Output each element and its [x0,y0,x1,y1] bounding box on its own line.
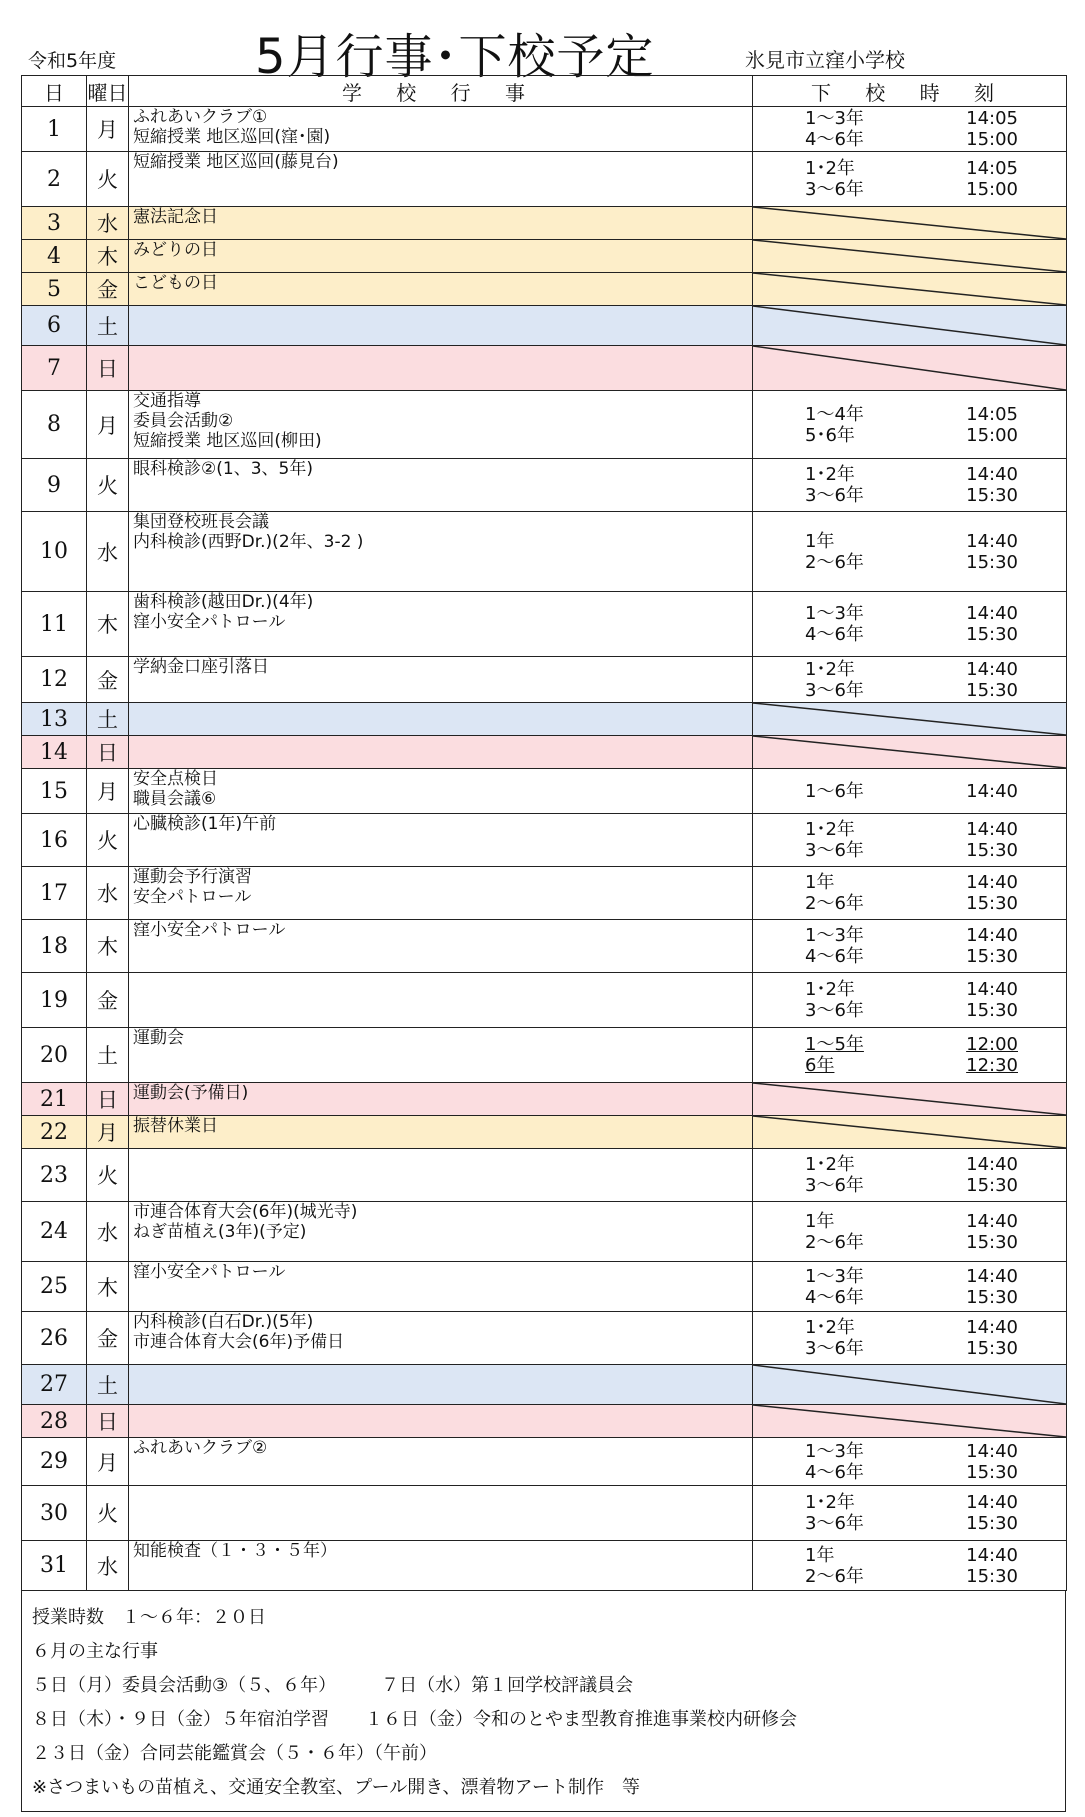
dismissal-time: 15:30 [966,1175,1018,1196]
day-number: 2 [22,152,87,207]
day-number: 1 [22,107,87,152]
dismissal-line [753,1175,1066,1196]
dismissal-line [753,1338,1066,1359]
grade-range: 3～6年 [805,1513,864,1534]
schedule-row [22,814,1067,867]
weekday: 月 [87,1438,129,1486]
day-number: 19 [22,973,87,1028]
schedule-row [22,1405,1067,1438]
dismissal-line [753,872,1066,893]
no-dismissal-slash [753,703,1067,736]
day-number: 31 [22,1541,87,1591]
day-number: 18 [22,920,87,973]
schedule-row [22,306,1067,346]
grade-range: 1･2年 [805,979,855,1000]
dismissal-cell [753,459,1067,512]
weekday: 火 [87,1486,129,1541]
diagonal-line-icon [753,306,1066,345]
footer-june-line-1: ５日（月）委員会活動③（５、６年） ７日（水）第１回学校評議員会 [32,1675,634,1696]
weekday: 月 [87,107,129,152]
header-dismissal: 下 校 時 刻 [753,76,1067,107]
header-day: 日 [22,76,87,107]
grade-range: 1年 [805,872,835,893]
grade-range: 1～5年 [805,1034,864,1055]
schedule-row [22,207,1067,240]
dismissal-cell [753,769,1067,814]
dismissal-time: 14:40 [966,1154,1018,1175]
dismissal-time: 14:40 [966,1440,1018,1462]
grade-range: 4～6年 [805,946,864,967]
diagonal-line-icon [753,273,1066,305]
day-number: 20 [22,1028,87,1083]
grade-range: 2～6年 [805,1231,864,1253]
diagonal-line-icon [753,1365,1066,1404]
event-cell [129,1149,753,1202]
event-cell: 憲法記念日 [129,207,753,240]
event-cell: 窪小安全パトロール [129,920,753,973]
weekday: 水 [87,867,129,920]
grade-range: 1･2年 [805,1492,855,1513]
dismissal-cell [753,657,1067,703]
weekday: 金 [87,273,129,306]
dismissal-line [753,925,1066,946]
grade-range: 1･2年 [805,158,855,179]
schedule-row [22,1083,1067,1116]
event-cell: 市連合体育大会(6年)(城光寺) ねぎ苗植え(3年)(予定) [129,1202,753,1262]
dismissal-time: 15:30 [966,893,1018,914]
dismissal-line [753,1232,1066,1253]
footer-june-line-3: ２３日（金）合同芸能鑑賞会（５・６年）（午前） [32,1743,437,1764]
day-number: 27 [22,1365,87,1405]
grade-range: 3～6年 [805,1338,864,1359]
day-number: 8 [22,391,87,459]
dismissal-cell [753,1438,1067,1486]
schedule-row [22,240,1067,273]
day-number: 17 [22,867,87,920]
event-cell: 心臓検診(1年)午前 [129,814,753,867]
dismissal-line [753,624,1066,645]
weekday: 土 [87,1365,129,1405]
grade-range: 1年 [805,1544,835,1566]
weekday: 日 [87,346,129,391]
event-cell [129,703,753,736]
day-number: 12 [22,657,87,703]
no-dismissal-slash [753,1116,1067,1149]
diagonal-line-icon [753,1083,1066,1115]
event-cell: 安全点検日 職員会議⑥ [129,769,753,814]
day-number: 28 [22,1405,87,1438]
dismissal-line [753,1441,1066,1462]
day-number: 24 [22,1202,87,1262]
day-number: 11 [22,592,87,657]
event-cell: 振替休業日 [129,1116,753,1149]
schedule-row [22,1149,1067,1202]
day-number: 21 [22,1083,87,1116]
grade-range: 1～6年 [805,780,864,802]
grade-range: 1･2年 [805,464,855,485]
dismissal-time: 14:40 [966,464,1018,485]
grade-range: 3～6年 [805,485,864,506]
dismissal-line [753,659,1066,680]
grade-range: 1年 [805,1210,835,1232]
dismissal-time: 15:30 [966,485,1018,506]
dismissal-cell [753,391,1067,459]
dismissal-line [753,680,1066,701]
event-cell [129,346,753,391]
event-cell: 運動会(予備日) [129,1083,753,1116]
grade-range: 3～6年 [805,1000,864,1021]
dismissal-cell [753,592,1067,657]
dismissal-cell [753,814,1067,867]
no-dismissal-slash [753,306,1067,346]
schedule-row [22,769,1067,814]
school-name: 氷見市立窪小学校 [745,48,905,72]
weekday: 月 [87,391,129,459]
no-dismissal-slash [753,1365,1067,1405]
weekday: 金 [87,973,129,1028]
schedule-row [22,973,1067,1028]
no-dismissal-slash [753,1405,1067,1438]
dismissal-time: 14:05 [966,108,1018,129]
footer-notes [21,1591,1066,1812]
dismissal-cell [753,1312,1067,1365]
weekday: 月 [87,769,129,814]
diagonal-line-icon [753,207,1066,239]
event-cell [129,1405,753,1438]
dismissal-time: 14:05 [966,158,1018,179]
event-cell: 眼科検診②(1、3、5年) [129,459,753,512]
dismissal-time: 15:00 [966,424,1018,446]
event-cell [129,306,753,346]
header-weekday: 曜日 [87,76,129,107]
event-cell: 運動会予行演習 安全パトロール [129,867,753,920]
event-cell: ふれあいクラブ② [129,1438,753,1486]
weekday: 水 [87,207,129,240]
weekday: 火 [87,814,129,867]
day-number: 5 [22,273,87,306]
dismissal-line [753,404,1066,425]
weekday: 金 [87,657,129,703]
dismissal-time: 15:30 [966,1231,1018,1253]
schedule-row [22,1262,1067,1312]
dismissal-line [753,425,1066,446]
dismissal-line [753,485,1066,506]
schedule-row [22,1202,1067,1262]
header-events: 学 校 行 事 [129,76,753,107]
dismissal-time: 14:40 [966,819,1018,840]
dismissal-line [753,893,1066,914]
schedule-row [22,592,1067,657]
weekday: 火 [87,152,129,207]
dismissal-cell [753,920,1067,973]
day-number: 26 [22,1312,87,1365]
day-number: 10 [22,512,87,592]
grade-range: 1～3年 [805,108,864,129]
schedule-row [22,920,1067,973]
weekday: 月 [87,1116,129,1149]
dismissal-time: 15:30 [966,551,1018,573]
dismissal-line [753,1266,1066,1287]
diagonal-line-icon [753,736,1066,768]
schedule-row [22,1028,1067,1083]
schedule-row [22,1486,1067,1541]
dismissal-time: 14:40 [966,603,1018,624]
grade-range: 4～6年 [805,1286,864,1308]
dismissal-time: 14:40 [966,979,1018,1000]
schedule-row [22,512,1067,592]
dismissal-line [753,1154,1066,1175]
weekday: 火 [87,1149,129,1202]
dismissal-time: 12:00 [966,1034,1018,1055]
day-number: 6 [22,306,87,346]
dismissal-time: 15:30 [966,1513,1018,1534]
grade-range: 1･2年 [805,1154,855,1175]
grade-range: 1年 [805,530,835,552]
table-header-row [22,76,1067,107]
dismissal-line [753,840,1066,861]
weekday: 日 [87,1083,129,1116]
grade-range: 3～6年 [805,679,864,701]
dismissal-time: 14:40 [966,1210,1018,1232]
grade-range: 1･2年 [805,658,855,680]
weekday: 土 [87,306,129,346]
event-cell [129,736,753,769]
weekday: 日 [87,736,129,769]
footer-june-line-2: ８日（木）・９日（金）５年宿泊学習 １６日（金）令和のとやま型教育推進事業校内研修会 [32,1709,797,1730]
dismissal-line [753,603,1066,624]
no-dismissal-slash [753,346,1067,391]
schedule-row [22,391,1067,459]
event-cell: 知能検査（１・３・５年） [129,1541,753,1591]
weekday: 木 [87,1262,129,1312]
weekday: 金 [87,1312,129,1365]
dismissal-time: 15:30 [966,1565,1018,1587]
schedule-row [22,657,1067,703]
dismissal-time: 14:40 [966,925,1018,946]
grade-range: 3～6年 [805,1175,864,1196]
dismissal-time: 15:30 [966,624,1018,645]
no-dismissal-slash [753,207,1067,240]
event-cell: 交通指導 委員会活動② 短縮授業 地区巡回(柳田) [129,391,753,459]
weekday: 火 [87,459,129,512]
dismissal-line [753,464,1066,485]
grade-range: 3～6年 [805,179,864,200]
dismissal-time: 14:40 [966,658,1018,680]
event-cell: ふれあいクラブ① 短縮授業 地区巡回(窪･園) [129,107,753,152]
event-cell: 短縮授業 地区巡回(藤見台) [129,152,753,207]
weekday: 日 [87,1405,129,1438]
footer-june-line-4: ※さつまいもの苗植え、交通安全教室、プール開き、漂着物アート制作 等 [32,1777,640,1798]
grade-range: 4～6年 [805,129,864,150]
weekday: 木 [87,592,129,657]
grade-range: 4～6年 [805,1461,864,1483]
dismissal-line [753,1211,1066,1232]
dismissal-time: 14:40 [966,1544,1018,1566]
diagonal-line-icon [753,346,1066,390]
dismissal-cell [753,973,1067,1028]
grade-range: 1～4年 [805,403,864,425]
event-cell [129,1365,753,1405]
schedule-row [22,273,1067,306]
dismissal-line [753,179,1066,200]
dismissal-line [753,108,1066,129]
no-dismissal-slash [753,736,1067,769]
weekday: 水 [87,1541,129,1591]
schedule-row [22,1116,1067,1149]
event-cell: 学納金口座引落日 [129,657,753,703]
event-cell [129,973,753,1028]
schedule-row [22,1438,1067,1486]
dismissal-time: 14:40 [966,530,1018,552]
footer-class-days: 授業時数 １～６年：２０日 [32,1607,266,1628]
weekday: 木 [87,920,129,973]
grade-range: 1～3年 [805,1265,864,1287]
grade-range: 2～6年 [805,1565,864,1587]
schedule-table [21,75,1067,1591]
no-dismissal-slash [753,1083,1067,1116]
dismissal-time: 15:00 [966,129,1018,150]
day-number: 29 [22,1438,87,1486]
dismissal-time: 12:30 [966,1055,1018,1076]
diagonal-line-icon [753,703,1066,735]
dismissal-time: 14:40 [966,780,1018,802]
grade-range: 2～6年 [805,551,864,573]
dismissal-line [753,1492,1066,1513]
dismissal-cell [753,1541,1067,1591]
dismissal-line [753,1000,1066,1021]
day-number: 14 [22,736,87,769]
dismissal-line [753,1055,1066,1076]
event-cell: 運動会 [129,1028,753,1083]
grade-range: 5･6年 [805,424,855,446]
day-number: 7 [22,346,87,391]
dismissal-line [753,781,1066,802]
dismissal-cell [753,107,1067,152]
grade-range: 1～3年 [805,1440,864,1462]
day-number: 13 [22,703,87,736]
grade-range: 2～6年 [805,893,864,914]
dismissal-line [753,552,1066,573]
schedule-row [22,1365,1067,1405]
event-cell: こどもの日 [129,273,753,306]
schedule-row [22,703,1067,736]
dismissal-time: 15:00 [966,179,1018,200]
grade-range: 3～6年 [805,840,864,861]
dismissal-line [753,979,1066,1000]
dismissal-line [753,129,1066,150]
diagonal-line-icon [753,240,1066,272]
dismissal-time: 15:30 [966,1286,1018,1308]
diagonal-line-icon [753,1116,1066,1148]
day-number: 25 [22,1262,87,1312]
day-number: 3 [22,207,87,240]
grade-range: 1･2年 [805,1317,855,1338]
page-title: 5月行事･下校予定 [255,29,655,85]
schedule-row [22,107,1067,152]
schedule-row [22,459,1067,512]
dismissal-time: 14:40 [966,1492,1018,1513]
dismissal-cell [753,1202,1067,1262]
fiscal-year-label: 令和5年度 [28,50,117,72]
day-number: 9 [22,459,87,512]
event-cell [129,1486,753,1541]
no-dismissal-slash [753,240,1067,273]
dismissal-time: 15:30 [966,1338,1018,1359]
dismissal-line [753,1566,1066,1587]
schedule-row [22,346,1067,391]
grade-range: 4～6年 [805,624,864,645]
day-number: 30 [22,1486,87,1541]
footer-june-heading: ６月の主な行事 [32,1641,158,1662]
diagonal-line-icon [753,1405,1066,1437]
dismissal-time: 15:30 [966,946,1018,967]
dismissal-cell [753,512,1067,592]
day-number: 4 [22,240,87,273]
schedule-row [22,1541,1067,1591]
dismissal-time: 15:30 [966,1461,1018,1483]
day-number: 16 [22,814,87,867]
dismissal-line [753,946,1066,967]
dismissal-line [753,1462,1066,1483]
weekday: 水 [87,1202,129,1262]
dismissal-line [753,531,1066,552]
dismissal-time: 14:40 [966,872,1018,893]
grade-range: 1～3年 [805,603,864,624]
dismissal-cell [753,1149,1067,1202]
dismissal-line [753,1545,1066,1566]
day-number: 23 [22,1149,87,1202]
dismissal-time: 14:40 [966,1317,1018,1338]
schedule-row [22,1312,1067,1365]
dismissal-line [753,1287,1066,1308]
weekday: 土 [87,1028,129,1083]
event-cell: みどりの日 [129,240,753,273]
day-number: 15 [22,769,87,814]
schedule-row [22,152,1067,207]
dismissal-time: 14:05 [966,403,1018,425]
event-cell: 窪小安全パトロール [129,1262,753,1312]
event-cell: 内科検診(白石Dr.)(5年) 市連合体育大会(6年)予備日 [129,1312,753,1365]
schedule-row [22,736,1067,769]
dismissal-line [753,1034,1066,1055]
dismissal-time: 15:30 [966,679,1018,701]
weekday: 土 [87,703,129,736]
dismissal-cell [753,1262,1067,1312]
dismissal-cell [753,1486,1067,1541]
dismissal-line [753,1513,1066,1534]
grade-range: 1～3年 [805,925,864,946]
dismissal-time: 14:40 [966,1265,1018,1287]
schedule-row [22,867,1067,920]
day-number: 22 [22,1116,87,1149]
weekday: 木 [87,240,129,273]
event-cell: 集団登校班長会議 内科検診(西野Dr.)(2年、3-2 ) [129,512,753,592]
dismissal-cell [753,152,1067,207]
dismissal-time: 15:30 [966,1000,1018,1021]
dismissal-line [753,158,1066,179]
dismissal-line [753,819,1066,840]
grade-range: 1･2年 [805,819,855,840]
dismissal-time: 15:30 [966,840,1018,861]
dismissal-cell [753,1028,1067,1083]
dismissal-line [753,1317,1066,1338]
event-cell: 歯科検診(越田Dr.)(4年) 窪小安全パトロール [129,592,753,657]
dismissal-cell [753,867,1067,920]
weekday: 水 [87,512,129,592]
grade-range: 6年 [805,1055,835,1076]
no-dismissal-slash [753,273,1067,306]
